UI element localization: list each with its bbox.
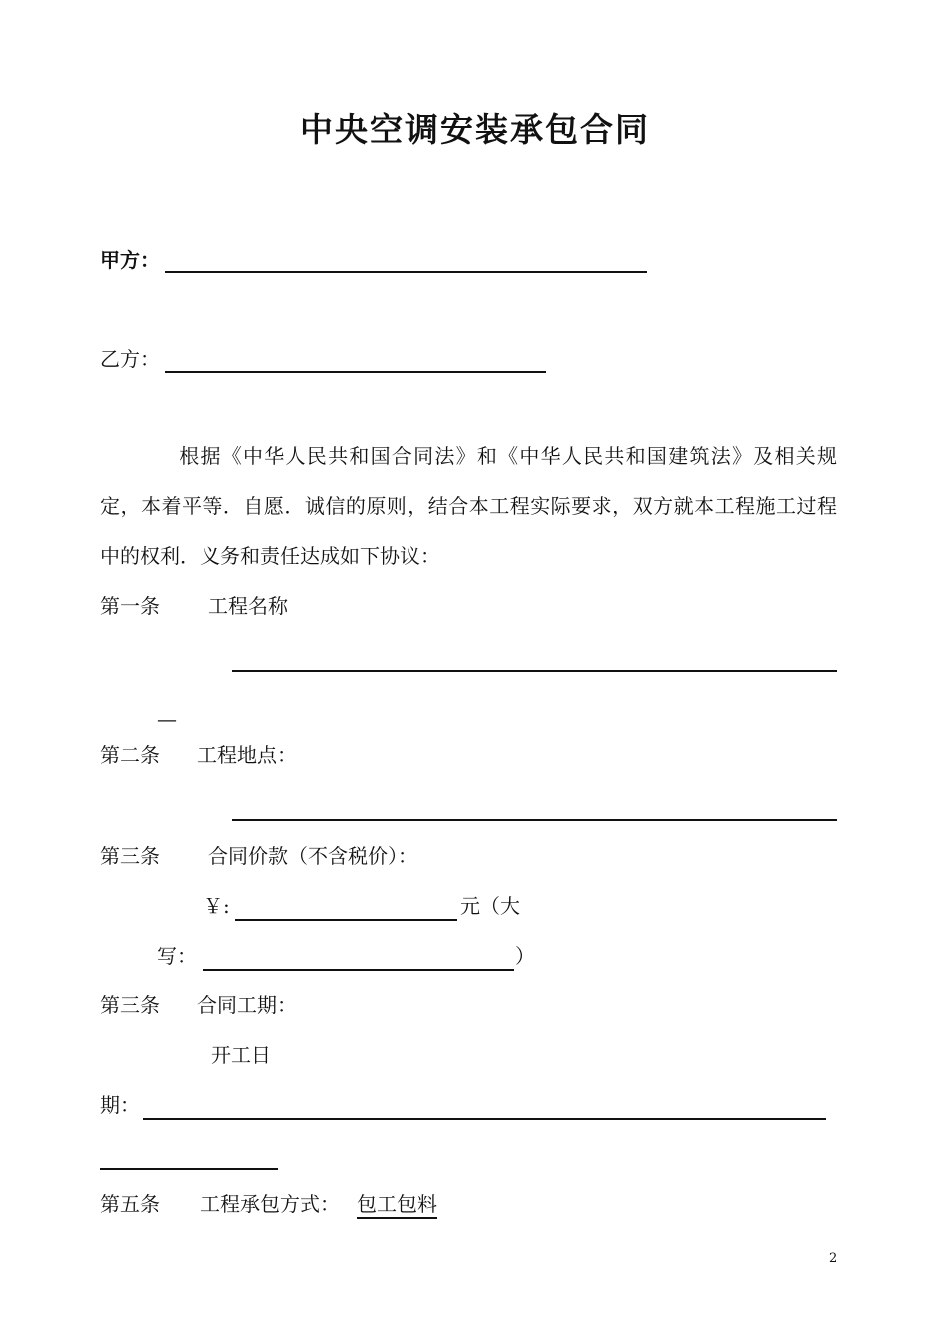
intro-paragraph-text: 根据《中华人民共和国合同法》和《中华人民共和国建筑法》及相关规定，本着平等．自愿．诚信的原则，结合本工程实际要求，双方就本工程施工过程中的权利．义务和责任达成如下协议： <box>100 444 837 568</box>
article-4-title: 合同工期： <box>197 993 297 1017</box>
article-2-label: 第二条 <box>100 743 160 767</box>
intro-paragraph <box>100 431 837 581</box>
article-5-title: 工程承包方式： <box>200 1192 340 1216</box>
party-b-label: 乙方： <box>100 347 160 371</box>
document-title: 中央空调安装承包合同 <box>300 110 650 149</box>
article-3-label: 第三条 <box>100 844 160 868</box>
article-2-title: 工程地点： <box>197 743 297 767</box>
price-words-label: 写： <box>157 944 197 968</box>
article-3-title: 合同价款（不含税价）： <box>208 844 418 868</box>
article-1-title: 工程名称 <box>208 594 288 618</box>
article-4-label: 第三条 <box>100 993 160 1017</box>
article-2-blank-line <box>232 819 837 821</box>
start-date-blank-line <box>143 1118 826 1120</box>
article-5-value-text: 包工包料 <box>357 1192 437 1219</box>
article-1-label: 第一条 <box>100 594 160 618</box>
article-5-value <box>357 1190 437 1218</box>
page-number: 2 <box>829 1251 838 1266</box>
party-b-blank-line <box>165 371 546 373</box>
start-date-label-line2: 期： <box>100 1093 140 1117</box>
price-symbol: ￥: <box>203 894 230 918</box>
article-1-dash: — <box>157 707 177 731</box>
price-amount-blank-line <box>235 919 457 921</box>
start-date-blank-line-continued <box>100 1168 278 1170</box>
party-a-label: 甲方： <box>100 248 160 272</box>
price-unit: 元（大 <box>460 894 520 918</box>
start-date-label-line1: 开工日 <box>211 1043 271 1067</box>
price-words-blank-line <box>203 969 514 971</box>
article-5-label: 第五条 <box>100 1192 160 1216</box>
party-a-blank-line <box>165 271 647 273</box>
price-close-paren: ） <box>515 944 535 968</box>
article-1-blank-line <box>232 670 837 672</box>
